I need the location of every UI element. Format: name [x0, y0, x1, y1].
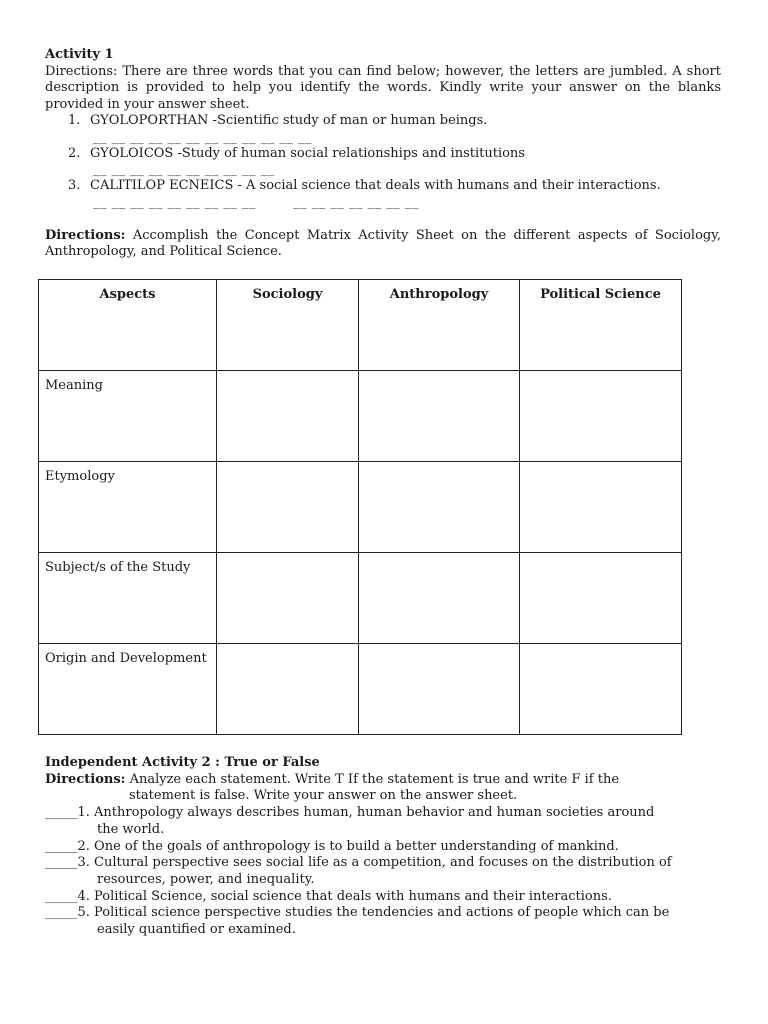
- table-row: [39, 371, 682, 462]
- directions-label: Directions:: [45, 227, 126, 243]
- answer-cell[interactable]: [217, 644, 359, 735]
- true-false-item-4: [45, 889, 735, 906]
- item-number: 5.: [77, 905, 90, 921]
- answer-blanks-2: __ __ __ __ __ __ __ __ __ __: [93, 162, 275, 177]
- row-label-meaning: Meaning: [39, 371, 217, 462]
- activity-2-directions-line-1: [45, 772, 735, 789]
- activity-1-title: Activity 1: [45, 47, 114, 62]
- table-row: [39, 644, 682, 735]
- item-text: Political science perspective studies the tendencies and actions of people which can be: [89, 905, 670, 921]
- item-number: 4.: [77, 888, 90, 904]
- item-text: Anthropology always describes human, human behavior and human societies around: [89, 805, 655, 821]
- answer-cell[interactable]: [359, 644, 520, 735]
- table-row: [39, 462, 682, 553]
- answer-cell[interactable]: [359, 371, 520, 462]
- item-number: 3.: [68, 178, 81, 193]
- item-number: 1.: [77, 805, 90, 821]
- row-label-subject: Subject/s of the Study: [39, 553, 217, 644]
- jumbled-item-1: [45, 113, 721, 130]
- item-text: Cultural perspective sees social life as a competition, and focuses on the distribution of: [89, 855, 672, 871]
- item-text: CALITILOP ECNEICS - A social science that deals with humans and their interactions.: [90, 178, 661, 193]
- item-text: Political Science, social science that deals with humans and their interactions.: [89, 888, 612, 904]
- item-text: GYOLOPORTHAN -Scientific study of man or human beings.: [90, 113, 488, 128]
- header-anthropology: Anthropology: [359, 280, 520, 371]
- activity-1-directions-line-1: Directions: There are three words that you can find below; however, the letters are jumbled. A short: [45, 63, 721, 79]
- answer-cell[interactable]: [520, 644, 682, 735]
- item-number: 2.: [68, 145, 81, 161]
- jumbled-item-2: [45, 146, 721, 163]
- item-continuation: the world.: [97, 821, 165, 837]
- directions-label: Directions:: [45, 771, 126, 787]
- answer-blank[interactable]: _____: [45, 888, 78, 904]
- directions-text: Analyze each statement. Write T If the statement is true and write F if the: [125, 771, 620, 787]
- answer-cell[interactable]: [359, 462, 520, 553]
- true-false-item-3: [45, 855, 735, 872]
- answer-cell[interactable]: [217, 371, 359, 462]
- answer-cell[interactable]: [359, 553, 520, 644]
- answer-cell[interactable]: [520, 371, 682, 462]
- activity-2-directions-line-2: statement is false. Write your answer on the answer sheet.: [129, 788, 518, 804]
- answer-blank[interactable]: _____: [45, 905, 78, 921]
- table-header-row: [39, 280, 682, 371]
- concept-directions-line-2: Anthropology, and Political Science.: [45, 244, 282, 259]
- header-political-science: Political Science: [520, 280, 682, 371]
- activity-1-directions-line-2: description is provided to help you identify the words. Kindly write your answer on the blanks: [45, 80, 721, 95]
- jumbled-item-3: [45, 178, 721, 195]
- true-false-item-5: [45, 905, 735, 922]
- answer-cell[interactable]: [520, 553, 682, 644]
- true-false-item-1: [45, 805, 735, 822]
- answer-cell[interactable]: [520, 462, 682, 553]
- table-row: [39, 553, 682, 644]
- activity-2-section: [45, 755, 735, 939]
- row-label-etymology: Etymology: [39, 462, 217, 553]
- item-continuation: resources, power, and inequality.: [97, 871, 315, 887]
- activity-1-directions-line-3: provided in your answer sheet.: [45, 96, 250, 112]
- answer-blanks-1: __ __ __ __ __ __ __ __ __ __ __ __: [93, 129, 312, 145]
- concept-matrix-table: [38, 279, 682, 735]
- item-text: GYOLOICOS -Study of human social relationships and institutions: [90, 145, 525, 161]
- answer-cell[interactable]: [217, 553, 359, 644]
- true-false-item-2: [45, 839, 735, 856]
- row-label-origin: Origin and Development: [39, 644, 217, 735]
- activity-1-section: [45, 47, 721, 261]
- answer-cell[interactable]: [217, 462, 359, 553]
- concept-directions-line-1: [45, 228, 721, 245]
- item-continuation: easily quantified or examined.: [97, 922, 296, 938]
- item-number: 3.: [77, 855, 90, 871]
- item-text: One of the goals of anthropology is to build a better understanding of mankind.: [89, 838, 619, 854]
- directions-text: Accomplish the Concept Matrix Activity Sheet on the different aspects of Sociology,: [125, 227, 721, 243]
- answer-blank[interactable]: _____: [45, 855, 78, 871]
- activity-2-title: Independent Activity 2 : True or False: [45, 755, 320, 770]
- item-number: 1.: [68, 113, 81, 128]
- answer-blanks-3: __ __ __ __ __ __ __ __ __ __ __ __ __ __ __ __: [93, 194, 419, 210]
- answer-blank[interactable]: _____: [45, 838, 78, 854]
- header-aspects: Aspects: [39, 280, 217, 371]
- item-number: 2.: [77, 838, 90, 854]
- answer-blank[interactable]: _____: [45, 805, 78, 821]
- header-sociology: Sociology: [217, 280, 359, 371]
